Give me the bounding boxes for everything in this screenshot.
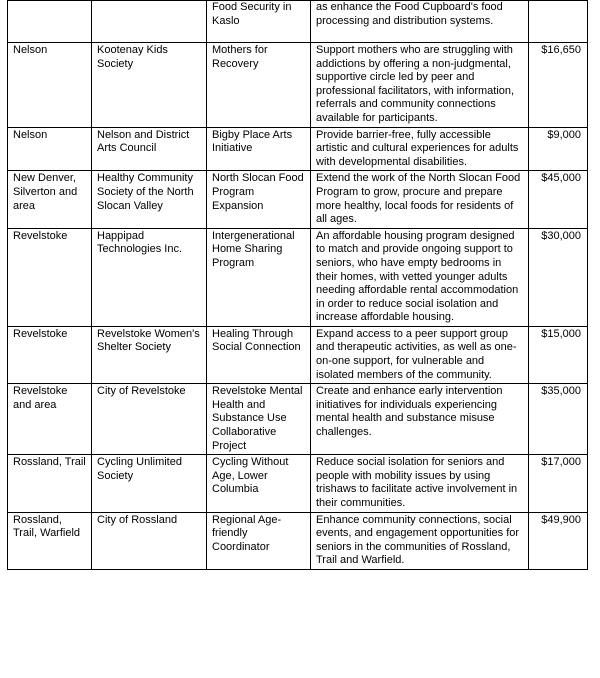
description-cell: Provide barrier-free, fully accessible artistic and cultural experiences for adults with developmental disabilities. <box>311 127 529 171</box>
community-cell <box>8 1 92 43</box>
amount-cell <box>529 1 588 43</box>
amount-cell: $16,650 <box>529 43 588 128</box>
project-cell: Regional Age-friendly Coordinator <box>207 512 311 569</box>
amount-cell: $15,000 <box>529 326 588 383</box>
amount-cell: $49,900 <box>529 512 588 569</box>
organization-cell: Nelson and District Arts Council <box>92 127 207 171</box>
community-cell: Rossland, Trail, Warfield <box>8 512 92 569</box>
table-row <box>8 127 588 171</box>
organization-cell: Happipad Technologies Inc. <box>92 228 207 326</box>
description-cell: Support mothers who are struggling with addictions by offering a non-judgmental, supportive circle led by peer and professional facilitators, with information, referrals and community connections available for participants. <box>311 43 529 128</box>
table-row <box>8 228 588 326</box>
organization-cell <box>92 1 207 43</box>
community-cell: Revelstoke <box>8 228 92 326</box>
organization-cell: City of Rossland <box>92 512 207 569</box>
table-row <box>8 1 588 43</box>
amount-cell: $9,000 <box>529 127 588 171</box>
project-cell: North Slocan Food Program Expansion <box>207 171 311 228</box>
table-row <box>8 455 588 512</box>
project-cell: Bigby Place Arts Initiative <box>207 127 311 171</box>
community-cell: New Denver, Silverton and area <box>8 171 92 228</box>
organization-cell: Kootenay Kids Society <box>92 43 207 128</box>
grants-table <box>7 0 588 570</box>
description-cell: Expand access to a peer support group and therapeutic activities, as well as one-on-one support, for vulnerable and isolated members of the community. <box>311 326 529 383</box>
table-row <box>8 384 588 455</box>
project-cell: Healing Through Social Connection <box>207 326 311 383</box>
community-cell: Nelson <box>8 127 92 171</box>
amount-cell: $45,000 <box>529 171 588 228</box>
project-cell: Food Security in Kaslo <box>207 1 311 43</box>
description-cell: Reduce social isolation for seniors and people with mobility issues by using trishaws to facilitate active involvement in their communities. <box>311 455 529 512</box>
community-cell: Nelson <box>8 43 92 128</box>
table-row <box>8 512 588 569</box>
description-cell: An affordable housing program designed to match and provide ongoing support to seniors, who have empty bedrooms in their homes, with vetted younger adults needing affordable rental accommodation in order to reduce social isolation and increase affordable housing. <box>311 228 529 326</box>
project-cell: Intergenerational Home Sharing Program <box>207 228 311 326</box>
organization-cell: Healthy Community Society of the North Slocan Valley <box>92 171 207 228</box>
organization-cell: Revelstoke Women's Shelter Society <box>92 326 207 383</box>
project-cell: Mothers for Recovery <box>207 43 311 128</box>
project-cell: Revelstoke Mental Health and Substance Use Collaborative Project <box>207 384 311 455</box>
organization-cell: Cycling Unlimited Society <box>92 455 207 512</box>
amount-cell: $17,000 <box>529 455 588 512</box>
description-cell: Create and enhance early intervention initiatives for individuals experiencing mental health and substance misuse challenges. <box>311 384 529 455</box>
table-row <box>8 171 588 228</box>
description-cell: Extend the work of the North Slocan Food Program to grow, procure and prepare more healthy, local foods for residents of all ages. <box>311 171 529 228</box>
organization-cell: City of Revelstoke <box>92 384 207 455</box>
project-cell: Cycling Without Age, Lower Columbia <box>207 455 311 512</box>
amount-cell: $35,000 <box>529 384 588 455</box>
description-cell: as enhance the Food Cupboard's food processing and distribution systems. <box>311 1 529 43</box>
grants-table-wrapper <box>7 0 587 570</box>
community-cell: Revelstoke and area <box>8 384 92 455</box>
community-cell: Revelstoke <box>8 326 92 383</box>
table-row <box>8 43 588 128</box>
description-cell: Enhance community connections, social events, and engagement opportunities for seniors in the communities of Rossland, Trail and Warfield. <box>311 512 529 569</box>
community-cell: Rossland, Trail <box>8 455 92 512</box>
table-row <box>8 326 588 383</box>
amount-cell: $30,000 <box>529 228 588 326</box>
